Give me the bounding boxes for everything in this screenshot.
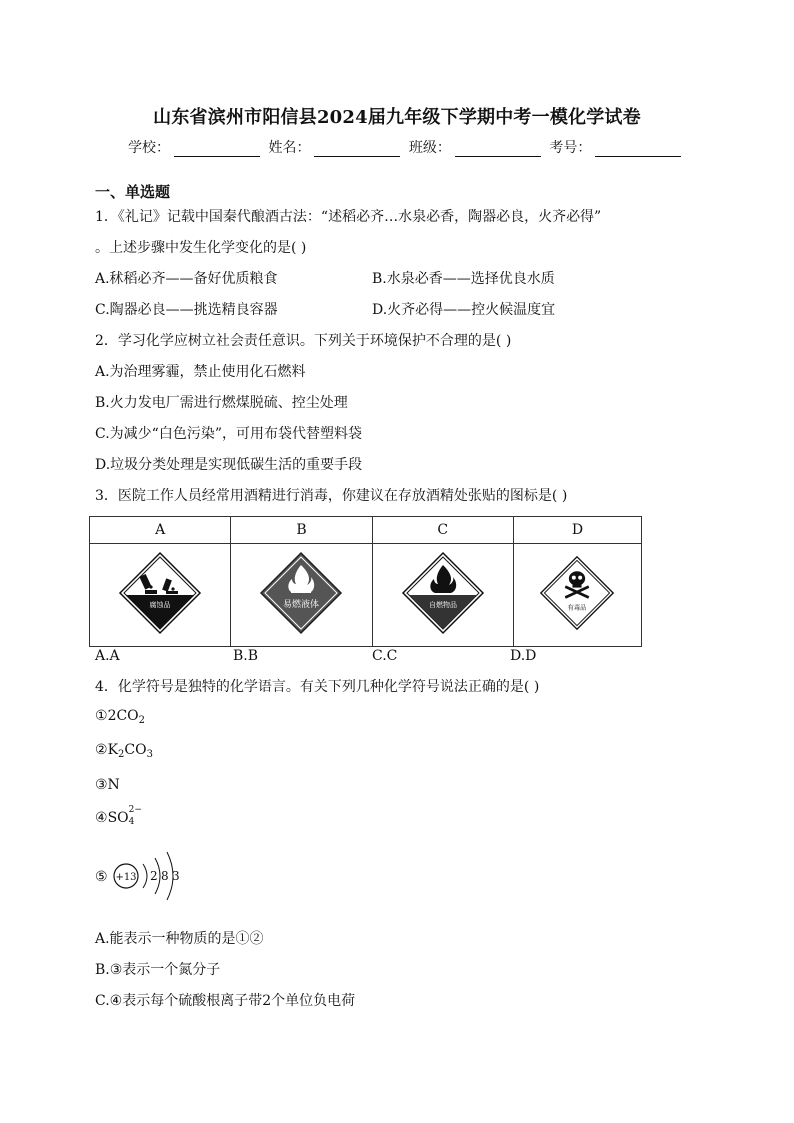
school-blank[interactable] xyxy=(174,142,260,157)
item4-superscript: 2− xyxy=(128,805,142,815)
q4-item-3: ③N xyxy=(95,777,120,793)
q3-answer-c: C.C xyxy=(372,648,398,664)
spontaneously-combustible-sign-icon xyxy=(401,551,485,635)
q3-answer-a: A.A xyxy=(95,648,120,664)
shell-2-electrons: 8 xyxy=(161,869,169,883)
q4-option-b: B.③表示一个氮分子 xyxy=(95,962,221,978)
item2-k: K xyxy=(107,742,119,758)
q3-answer-d: D.D xyxy=(510,648,537,664)
sign-cell-b xyxy=(231,544,372,647)
item4-subscript: 4 xyxy=(128,817,135,827)
q3-answer-b: B.B xyxy=(233,648,259,664)
item2-number: ② xyxy=(95,742,108,758)
class-label: 班级： xyxy=(408,140,451,156)
q4-item-2 xyxy=(95,742,153,760)
q4-item-5 xyxy=(95,848,295,902)
name-blank[interactable] xyxy=(314,142,400,157)
q2-option-d: D.垃圾分类处理是实现低碳生活的重要手段 xyxy=(95,457,363,473)
table-header-d: D xyxy=(513,517,641,544)
table-header-c: C xyxy=(372,517,513,544)
item1-subscript: 2 xyxy=(138,715,146,726)
q2-option-b: B.火力发电厂需进行燃煤脱硫、控尘处理 xyxy=(95,395,348,411)
table-header-b: B xyxy=(231,517,372,544)
item1-formula: 2CO xyxy=(107,708,139,724)
school-label: 学校： xyxy=(128,140,170,156)
table-header-a: A xyxy=(90,517,231,544)
q1-option-c: C.陶器必良——挑选精良容器 xyxy=(95,302,278,318)
flammable-liquid-sign-icon xyxy=(259,551,343,635)
q2-option-c: C.为减少“白色污染”，可用布袋代替塑料袋 xyxy=(95,426,362,442)
q4-item-4 xyxy=(95,805,143,827)
class-blank[interactable] xyxy=(455,142,541,157)
item2-subscript-2: 3 xyxy=(146,749,153,760)
exam-number-blank[interactable] xyxy=(595,142,681,157)
electron-shell-1 xyxy=(143,864,147,888)
sign-label-toxic: 有毒品 xyxy=(567,604,587,612)
q4-stem: 4．化学符号是独特的化学语言。有关下列几种化学符号说法正确的是( ) xyxy=(95,679,540,695)
exam-title: 山东省滨州市阳信县2024届九年级下学期中考一模化学试卷 xyxy=(153,107,641,128)
name-label: 姓名： xyxy=(268,140,311,156)
q2-stem: 2．学习化学应树立社会责任意识。下列关于环境保护不合理的是( ) xyxy=(95,333,512,349)
aluminum-atom-structure-diagram xyxy=(95,848,295,902)
item1-number: ① xyxy=(95,708,108,724)
q2-option-a: A.为治理雾霾，禁止使用化石燃料 xyxy=(95,364,306,380)
q1-option-a: A.秫稻必齐——备好优质粮食 xyxy=(95,271,278,287)
toxic-sign-icon xyxy=(539,555,615,631)
item4-formula: SO xyxy=(107,810,129,826)
q3-stem: 3．医院工作人员经常用酒精进行消毒，你建议在存放酒精处张贴的图标是( ) xyxy=(95,488,568,504)
section-heading: 一、单选题 xyxy=(95,183,171,201)
item4-number: ④ xyxy=(95,810,108,826)
q1-stem-line2: 。上述步骤中发生化学变化的是( ) xyxy=(95,240,307,256)
item5-number: ⑤ xyxy=(95,869,108,885)
q1-stem-line1: 1．《礼记》记载中国秦代酿酒古法：“述稻必齐…水泉必香，陶器必良，火齐必得” xyxy=(95,209,602,225)
shell-1-electrons: 2 xyxy=(150,869,158,883)
nucleus-charge: +13 xyxy=(115,872,137,883)
sign-cell-d xyxy=(513,544,641,647)
q4-option-c: C.④表示每个硫酸根离子带2个单位负电荷 xyxy=(95,993,356,1009)
item2-subscript-1: 2 xyxy=(118,749,125,760)
q4-item-1 xyxy=(95,708,145,726)
sign-cell-a xyxy=(90,544,231,647)
hazard-sign-table xyxy=(89,516,642,647)
shell-3-electrons: 3 xyxy=(172,869,180,883)
student-info-row xyxy=(128,137,685,157)
sign-cell-c xyxy=(372,544,513,647)
q1-option-d: D.火齐必得——控火候温度宜 xyxy=(372,302,556,318)
corrosive-sign-icon xyxy=(118,551,202,635)
q1-option-b: B.水泉必香——选择优良水质 xyxy=(372,271,555,287)
sign-label-flammable-liquid: 易燃液体 xyxy=(283,600,320,610)
q4-option-a: A.能表示一种物质的是①② xyxy=(95,931,264,947)
exam-number-label: 考号： xyxy=(549,140,592,156)
sign-label-corrosive: 腐蚀品 xyxy=(149,601,171,609)
sign-label-self-combustible: 自燃物品 xyxy=(428,601,457,609)
item2-co: CO xyxy=(124,742,147,758)
